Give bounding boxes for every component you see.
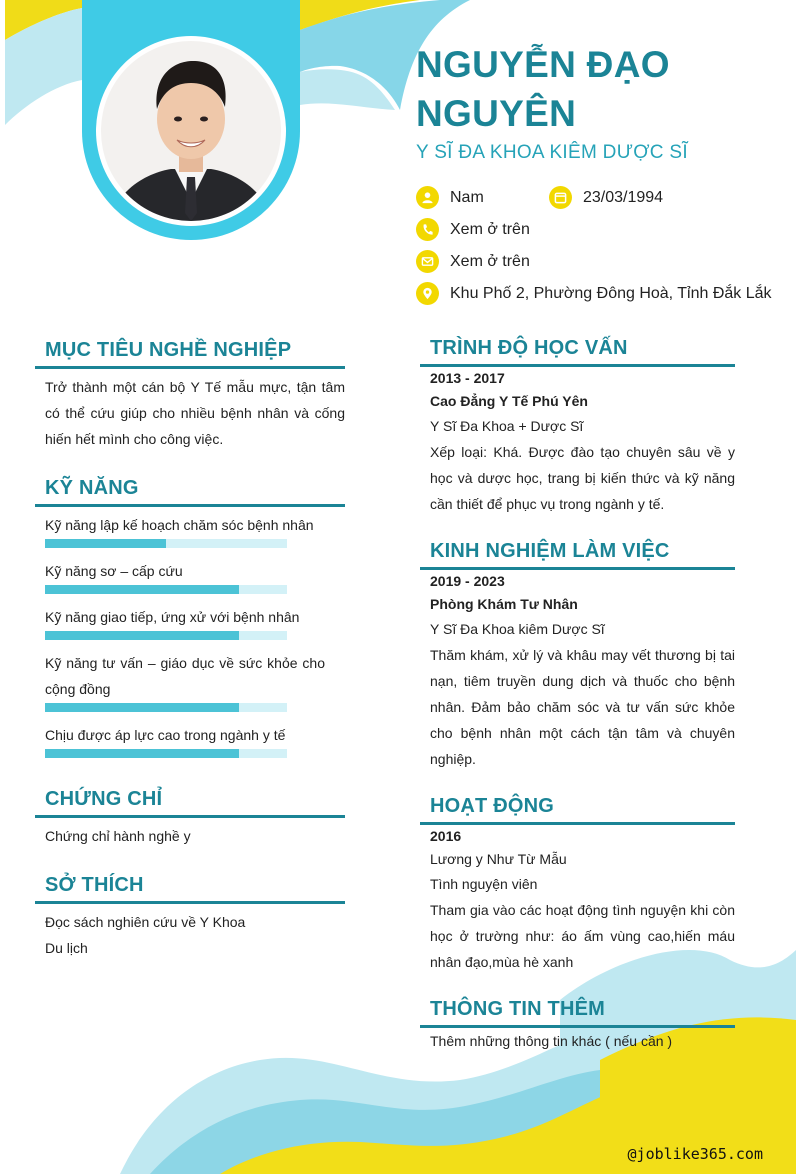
activities-heading: HOẠT ĐỘNG <box>430 795 555 817</box>
additional-heading: THÔNG TIN THÊM <box>430 998 606 1020</box>
phone-icon <box>416 218 439 241</box>
skill-label: Kỹ năng tư vấn – giáo dục về sức khỏe cho cộng đồng <box>45 655 325 697</box>
experience-period: 2019 - 2023 <box>430 573 505 589</box>
mail-icon <box>416 250 439 273</box>
activities-role: Tình nguyện viên <box>430 876 538 892</box>
hobbies-heading: SỞ THÍCH <box>45 874 144 896</box>
activities-org: Lương y Như Từ Mẫu <box>430 851 567 867</box>
skill-label: Kỹ năng lập kế hoạch chăm sóc bệnh nhân <box>45 517 314 533</box>
gender-value: Nam <box>450 188 484 206</box>
email-value: Xem ở trên <box>450 252 530 270</box>
education-major: Y Sĩ Đa Khoa + Dược Sĩ <box>430 418 584 434</box>
certificates-rule <box>35 815 345 818</box>
info-email <box>416 250 530 273</box>
objective-text: Trở thành một cán bộ Y Tế mẫu mực, tận tâm có thể cứu giúp cho nhiều bệnh nhân và cống hiến hết mình cho công việc. <box>45 379 345 447</box>
activities-desc: Tham gia vào các hoạt động tình nguyện khi còn học ở trường như: áo ấm vùng cao,hiến máu nhân đạo,mùa hè xanh <box>430 902 735 970</box>
user-icon <box>416 186 439 209</box>
objective-heading: MỤC TIÊU NGHỀ NGHIỆP <box>45 339 292 361</box>
watermark: @joblike365.com <box>627 1145 763 1163</box>
profile-photo <box>101 41 281 221</box>
skill-bar <box>45 539 287 548</box>
info-phone <box>416 218 530 241</box>
experience-position: Y Sĩ Đa Khoa kiêm Dược Sĩ <box>430 621 605 637</box>
info-address <box>416 282 772 305</box>
info-gender <box>416 186 484 209</box>
hobby-item: Du lịch <box>45 940 88 956</box>
hobbies-rule <box>35 901 345 904</box>
hobby-item: Đọc sách nghiên cứu về Y Khoa <box>45 914 246 930</box>
experience-heading: KINH NGHIỆM LÀM VIỆC <box>430 540 670 562</box>
skill-bar-fill <box>45 703 239 712</box>
additional-text: Thêm những thông tin khác ( nếu cần ) <box>430 1033 673 1049</box>
info-birthday <box>549 186 663 209</box>
skill-label: Kỹ năng giao tiếp, ứng xử với bệnh nhân <box>45 609 300 625</box>
activities-year: 2016 <box>430 828 462 844</box>
skill-bar <box>45 585 287 594</box>
experience-company: Phòng Khám Tư Nhân <box>430 596 578 612</box>
location-icon <box>416 282 439 305</box>
candidate-name: NGUYỄN ĐẠO NGUYÊN <box>416 44 670 134</box>
address-value: Khu Phố 2, Phường Đông Hoà, Tỉnh Đắk Lắk <box>450 284 772 302</box>
skill-bar-fill <box>45 749 239 758</box>
skill-bar-fill <box>45 539 166 548</box>
experience-desc: Thăm khám, xử lý và khâu may vết thương bị tai nạn, tiêm truyền dung dịch và thuốc cho bệnh nhân. Đảm bảo chăm sóc và tư vấn sức khỏe cho bệnh nhân một cách tận tâm và chuyên nghiệp. <box>430 647 735 767</box>
certificates-heading: CHỨNG CHỈ <box>45 788 163 810</box>
skill-bar <box>45 631 287 640</box>
skills-rule <box>35 504 345 507</box>
education-school: Cao Đẳng Y Tế Phú Yên <box>430 393 588 409</box>
education-desc: Xếp loại: Khá. Được đào tạo chuyên sâu về y học và dược học, trang bị kiến thức và kỹ năng cần thiết để phục vụ trong ngành y tế. <box>430 444 735 512</box>
skill-bar-fill <box>45 631 239 640</box>
skill-bar <box>45 703 287 712</box>
skills-heading: KỸ NĂNG <box>45 477 139 499</box>
phone-value: Xem ở trên <box>450 220 530 238</box>
birthday-value: 23/03/1994 <box>583 188 664 206</box>
skill-label: Chịu được áp lực cao trong ngành y tế <box>45 727 286 743</box>
certificate-item: Chứng chỉ hành nghề y <box>45 828 191 844</box>
skill-label: Kỹ năng sơ – cấp cứu <box>45 563 183 579</box>
job-title: Y SĨ ĐA KHOA KIÊM DƯỢC SĨ <box>416 142 688 163</box>
education-heading: TRÌNH ĐỘ HỌC VẤN <box>430 337 628 359</box>
calendar-icon <box>549 186 572 209</box>
skill-bar-fill <box>45 585 239 594</box>
skill-bar <box>45 749 287 758</box>
education-period: 2013 - 2017 <box>430 370 505 386</box>
objective-rule <box>35 366 345 369</box>
